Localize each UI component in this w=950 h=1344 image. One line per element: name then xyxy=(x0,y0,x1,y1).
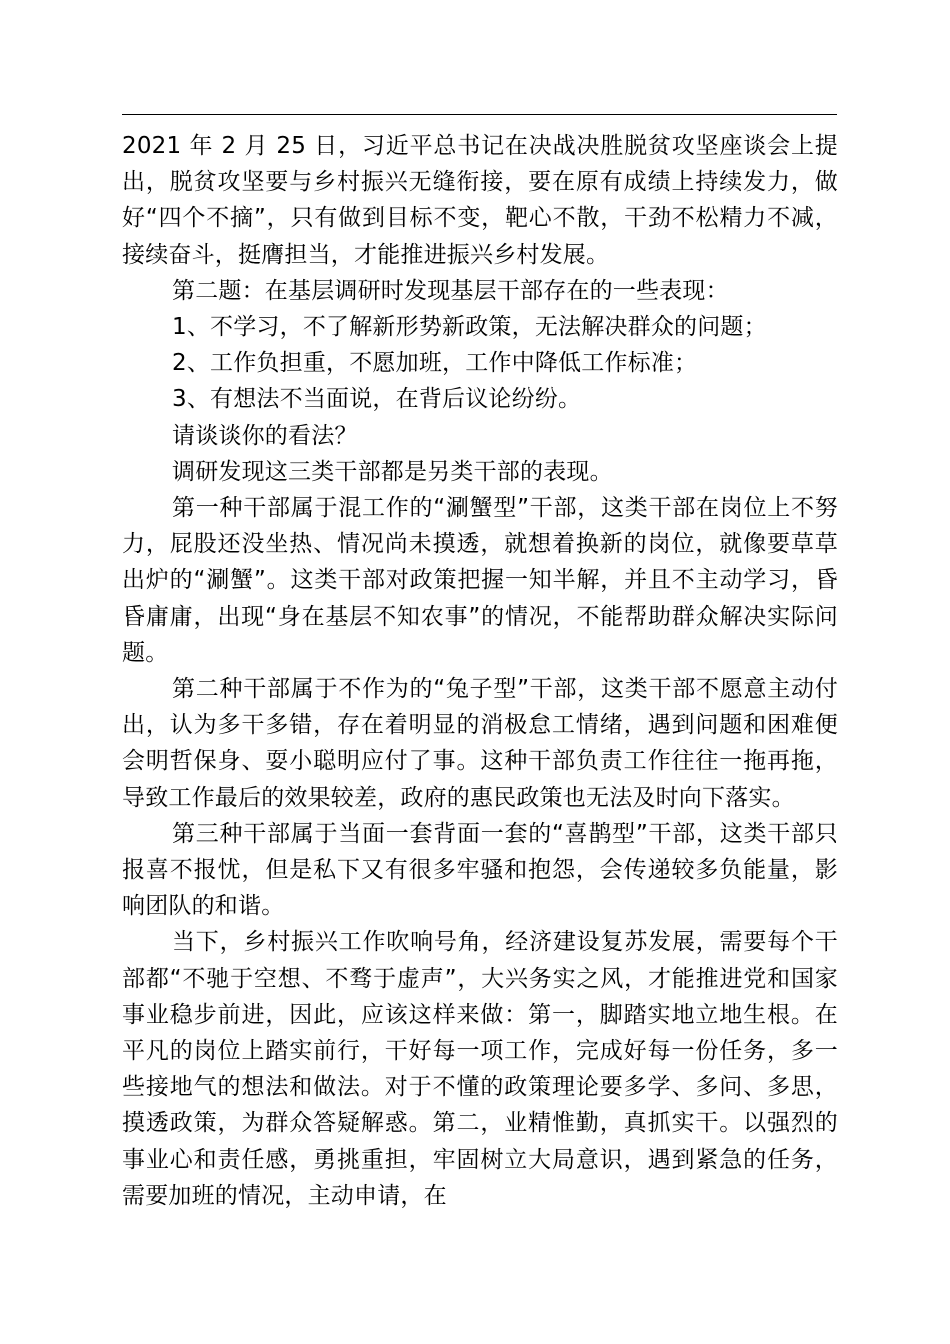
document-body xyxy=(122,128,838,1214)
paragraph-item-3: 3、有想法不当面说，在背后议论纷纷。 xyxy=(172,386,582,413)
paragraph-solution: 当下，乡村振兴工作吹响号角，经济建设复苏发展，需要每个干部都“不驰于空想、不骛于虚声”，大兴务实之风，才能推进党和国家事业稳步前进，因此，应该这样来做：第一，脚踏实地立地生根。在平凡的岗位上踏实前行，干好每一项工作，完成好每一份任务，多一些接地气的想法和做法。对于不懂的政策理论要多学、多问、多思，摸透政策，为群众答疑解惑。第二，业精惟勤，真抓实干。以强烈的事业心和责任感，勇挑重担，牢固树立大局意识，遇到紧急的任务，需要加班的情况，主动申请，在 xyxy=(122,929,838,1209)
paragraph-type-2: 第二种干部属于不作为的“兔子型”干部，这类干部不愿意主动付出，认为多干多错，存在着明显的消极怠工情绪，遇到问题和困难便会明哲保身、耍小聪明应付了事。这种干部负责工作往往一拖再拖，导致工作最后的效果较差，政府的惠民政策也无法及时向下落实。 xyxy=(122,676,838,811)
paragraph-prompt: 请谈谈你的看法？ xyxy=(172,422,358,449)
paragraph-type-3: 第三种干部属于当面一套背面一套的“喜鹊型”干部，这类干部只报喜不报忧，但是私下又有很多牢骚和抱怨，会传递较多负能量，影响团队的和谐。 xyxy=(122,820,838,920)
paragraph-type-1: 第一种干部属于混工作的“涮蟹型”干部，这类干部在岗位上不努力，屁股还没坐热、情况尚未摸透，就想着换新的岗位，就像要草草出炉的“涮蟹”。这类干部对政策把握一知半解，并且不主动学习，昏昏庸庸，出现“身在基层不知农事”的情况，不能帮助群众解决实际问题。 xyxy=(122,495,838,666)
paragraph-question-title: 第二题：在基层调研时发现基层干部存在的一些表现： xyxy=(172,277,729,304)
header-rule xyxy=(122,114,837,115)
paragraph-item-2: 2、工作负担重，不愿加班，工作中降低工作标准； xyxy=(172,350,698,377)
paragraph-summary: 调研发现这三类干部都是另类干部的表现。 xyxy=(172,458,613,485)
paragraph-item-1: 1、不学习，不了解新形势新政策，无法解决群众的问题； xyxy=(172,314,767,341)
paragraph-intro: 2021 年 2 月 25 日，习近平总书记在决战决胜脱贫攻坚座谈会上提出，脱贫攻坚要与乡村振兴无缝衔接，要在原有成绩上持续发力，做好“四个不摘”，只有做到目标不变，靶心不散，干劲不松精力不减，接续奋斗，挺膺担当，才能推进振兴乡村发展。 xyxy=(122,133,838,268)
